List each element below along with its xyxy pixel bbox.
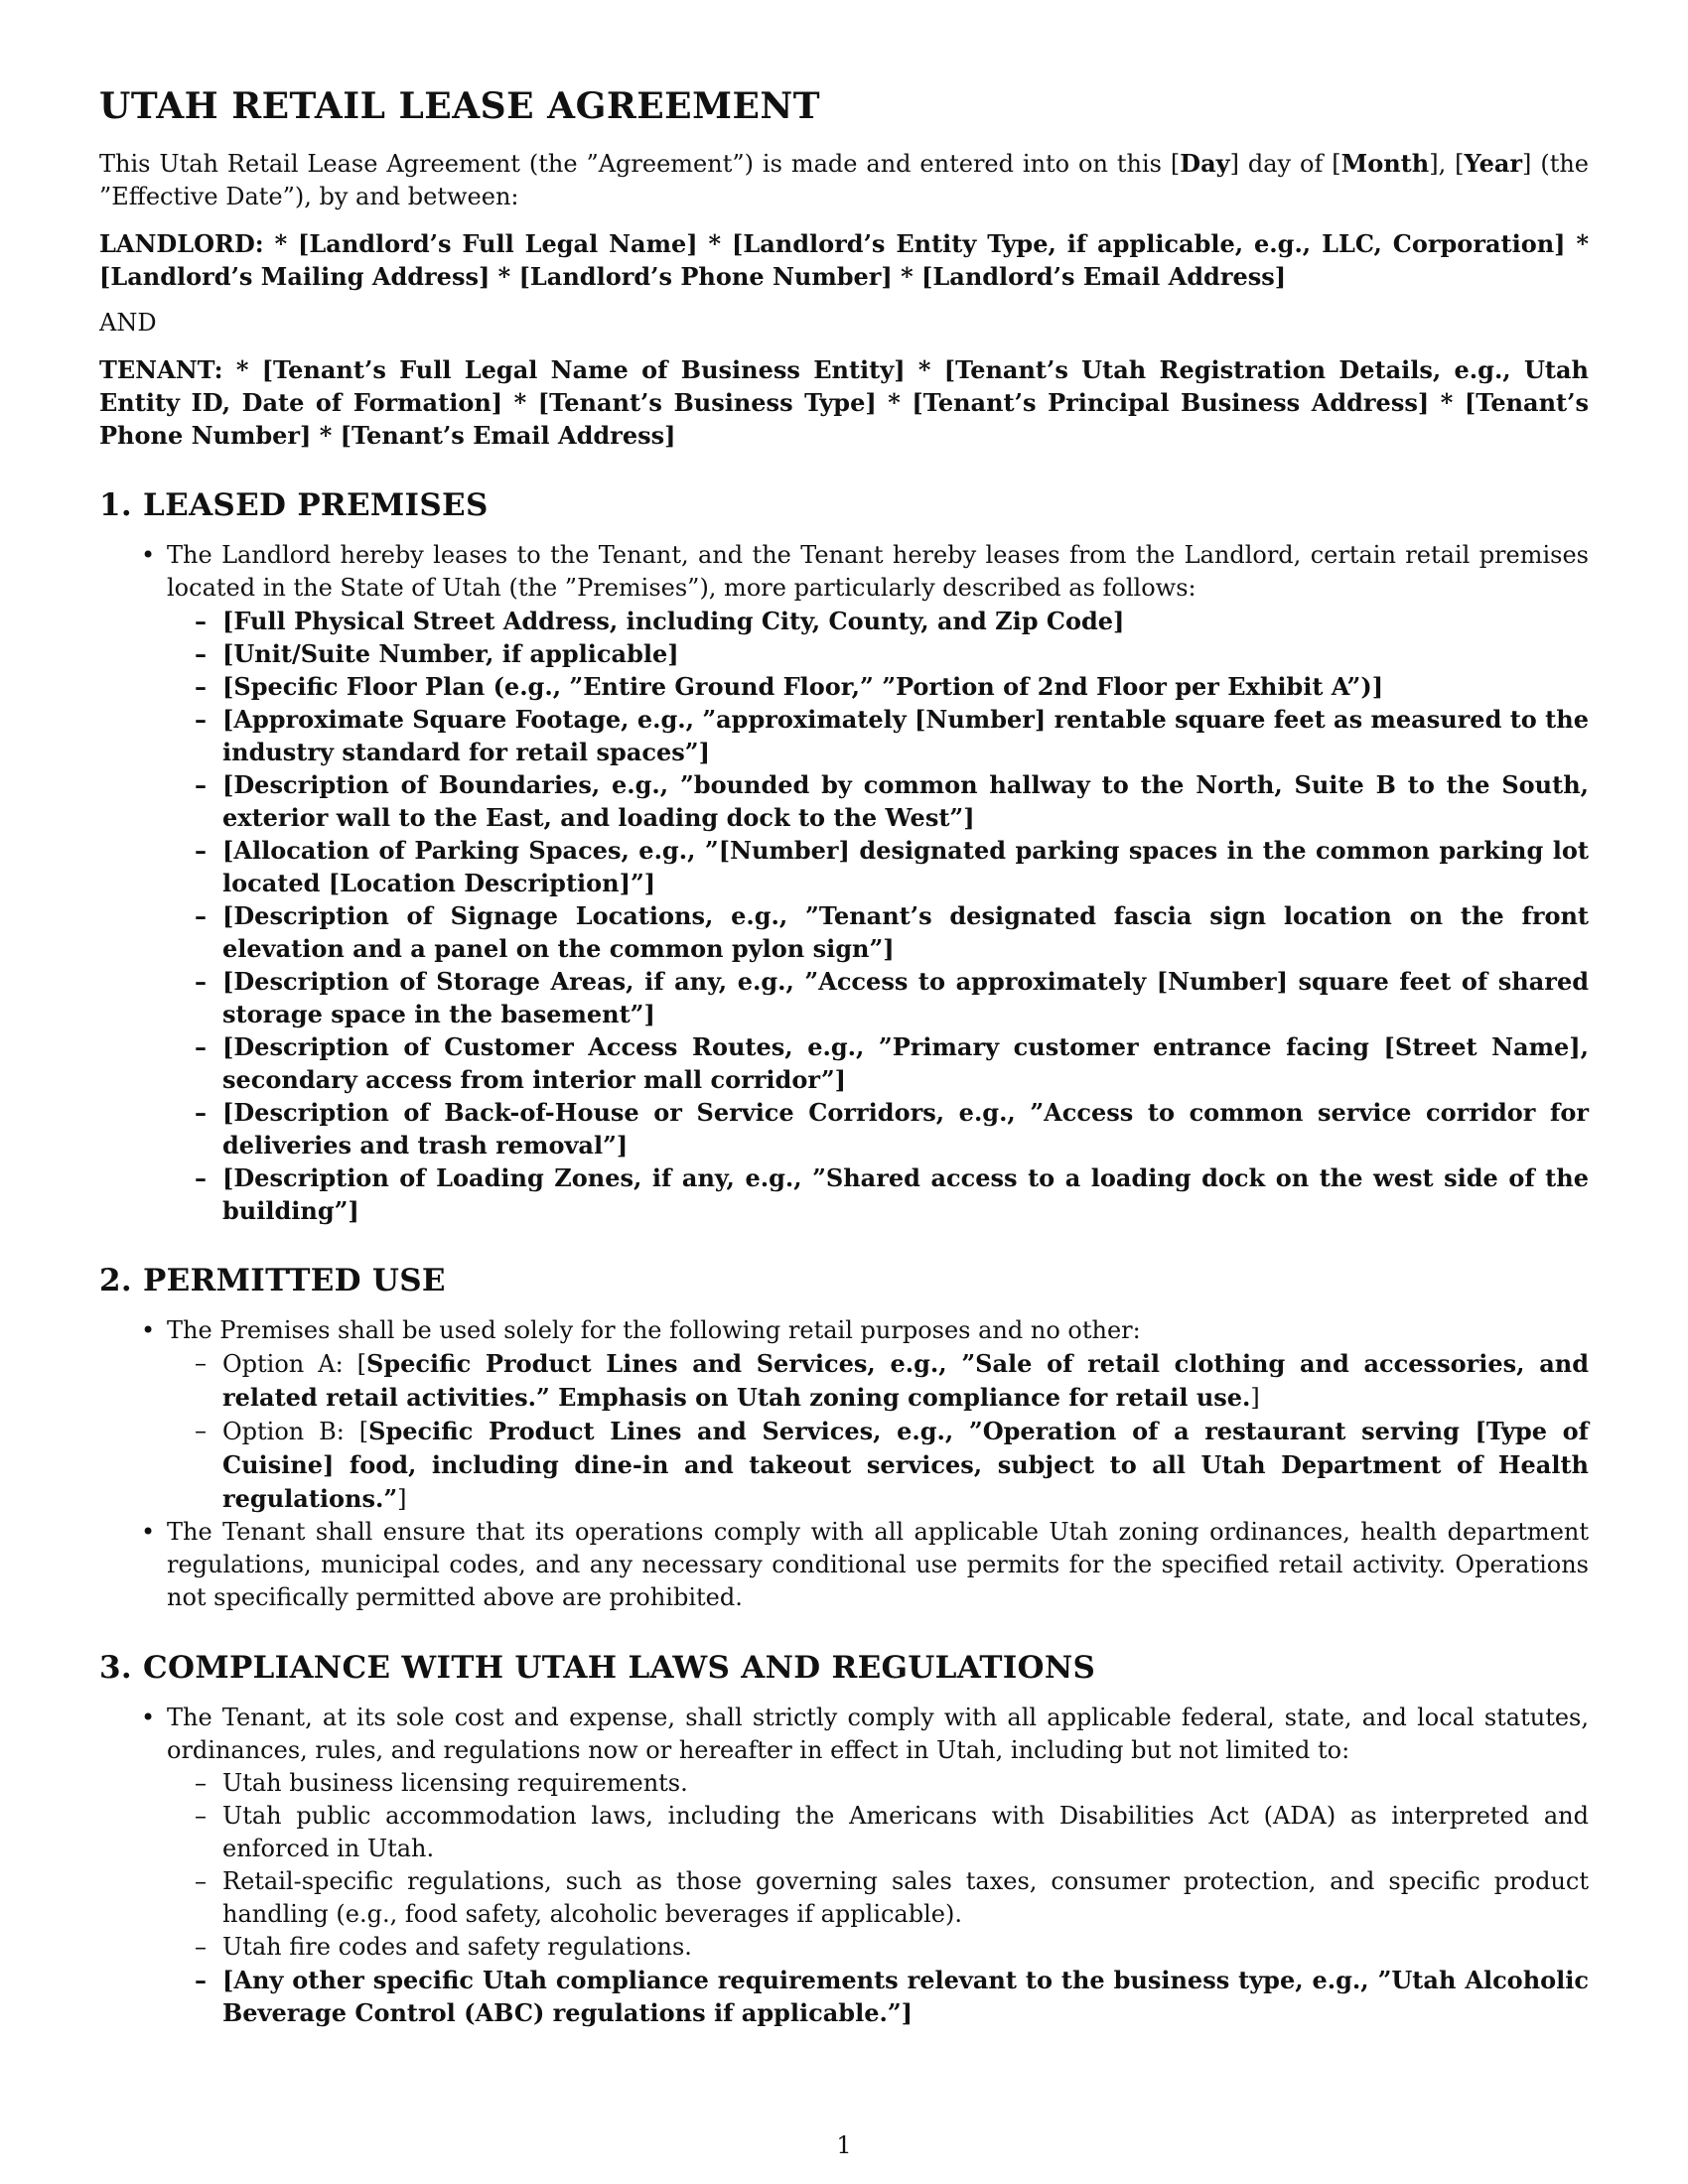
list-item <box>161 1800 1589 1865</box>
month-field: Month <box>1340 149 1430 178</box>
list-item <box>161 1931 1589 1964</box>
landlord-details: * [Landlord’s Full Legal Name] * [Landlord’s Entity Type, if applicable, e.g., LLC, Corporation] * [Landlord’s Mailing Address] * [Landlord’s Phone Number] * [Landlord’s Email Address] <box>99 229 1589 291</box>
list-item-text: The Landlord hereby leases to the Tenant, and the Tenant hereby leases from the Landlord, certain retail premises located in the State of Utah (the ”Premises”), more particularly described as follows: <box>167 541 1589 602</box>
use-options-list <box>167 1347 1589 1516</box>
list-item <box>161 768 1589 834</box>
list-item <box>99 539 1589 1227</box>
dash-icon: – <box>195 1933 207 1961</box>
list-item-text: [Approximate Square Footage, e.g., ”approximately [Number] rentable square feet as measured to the industry standard for retail spaces”] <box>222 705 1589 766</box>
option-end: ] <box>1250 1384 1260 1412</box>
intro-text: day of <box>1238 150 1333 178</box>
dash-icon: – <box>195 770 207 799</box>
list-item-text: [Description of Back-of-House or Service Corridors, e.g., ”Access to common service corridor for deliveries and trash removal”] <box>222 1098 1589 1160</box>
intro-paragraph: This Utah Retail Lease Agreement (the ”Agreement”) is made and entered into on this [Day] day of [Month], [Year] (the ”Effective Date”), by and between: <box>99 149 1590 210</box>
list-item <box>161 605 1589 637</box>
dash-icon: – <box>195 1098 207 1127</box>
dash-icon: – <box>195 1802 207 1830</box>
compliance-list <box>99 1702 1589 2029</box>
dash-icon: – <box>195 1032 207 1061</box>
bullet-icon: • <box>141 1316 156 1344</box>
list-item-text: Utah fire codes and safety regulations. <box>222 1933 692 1961</box>
and-text: AND <box>99 309 157 337</box>
landlord-label: LANDLORD: <box>99 229 264 258</box>
dash-icon: – <box>195 639 207 668</box>
intro-text: This Utah Retail Lease Agreement (the ”Agreement”) is made and entered into on this <box>99 150 1171 178</box>
list-item-text: [Description of Storage Areas, if any, e.g., ”Access to approximately [Number] square feet of shared storage space in the basement”] <box>222 967 1589 1028</box>
dash-icon: – <box>195 901 207 930</box>
dash-icon: – <box>195 1349 207 1377</box>
list-item <box>161 1030 1589 1096</box>
list-item <box>161 637 1589 670</box>
list-item <box>161 834 1589 899</box>
dash-icon: – <box>195 705 207 734</box>
option-text: Specific Product Lines and Services, e.g., ”Sale of retail clothing and accessories, and related retail activities.” Emphasis on Utah zoning compliance for retail use. <box>222 1349 1589 1412</box>
list-item-text: [Description of Signage Locations, e.g., ”Tenant’s designated fascia sign location on the front elevation and a panel on the common pylon sign”] <box>222 901 1589 963</box>
option-b-item <box>161 1415 1589 1516</box>
document-page <box>99 83 1589 2029</box>
list-item <box>161 1865 1589 1931</box>
document-title: UTAH RETAIL LEASE AGREEMENT <box>99 85 821 127</box>
list-item-text: Utah business licensing requirements. <box>222 1769 688 1797</box>
option-a-item <box>161 1347 1589 1415</box>
dash-icon: – <box>195 1966 207 1994</box>
day-field: Day <box>1180 149 1230 178</box>
option-end: ] <box>397 1485 407 1513</box>
option-label: Option B: [ <box>222 1418 369 1445</box>
list-item-text: [Description of Loading Zones, if any, e.g., ”Shared access to a loading dock on the west side of the building”] <box>222 1163 1589 1225</box>
section-heading-permitted-use: 2. PERMITTED USE <box>99 1263 446 1298</box>
premises-details-list <box>167 605 1589 1227</box>
intro-text: (the ”Effective Date”), by and between: <box>99 150 1590 210</box>
bullet-icon: • <box>141 1518 156 1546</box>
permitted-use-list <box>99 1314 1589 1614</box>
list-item <box>161 1096 1589 1161</box>
list-item <box>99 1314 1589 1516</box>
dash-icon: – <box>195 607 207 635</box>
list-item-text: [Specific Floor Plan (e.g., ”Entire Ground Floor,” ”Portion of 2nd Floor per Exhibit A”)] <box>222 672 1384 701</box>
list-item-text: [Full Physical Street Address, including City, County, and Zip Code] <box>222 607 1125 635</box>
dash-icon: – <box>195 1867 207 1895</box>
dash-icon: – <box>195 1163 207 1192</box>
list-item <box>161 899 1589 965</box>
list-item-text: [Description of Customer Access Routes, e.g., ”Primary customer entrance facing [Street Name], secondary access from interior mall corridor”] <box>222 1032 1589 1094</box>
dash-icon: – <box>195 967 207 996</box>
tenant-label: TENANT: <box>99 355 223 384</box>
list-item <box>99 1516 1589 1614</box>
year-field: Year <box>1464 149 1523 178</box>
list-item <box>161 965 1589 1030</box>
option-text: Specific Product Lines and Services, e.g., ”Operation of a restaurant serving [Type of Cuisine] food, including dine-in and takeout services, subject to all Utah Department of Health regulations.” <box>222 1417 1590 1513</box>
list-item-text: [Unit/Suite Number, if applicable] <box>222 639 679 668</box>
dash-icon: – <box>195 672 207 701</box>
list-item <box>99 1702 1589 2029</box>
list-item-text: Retail-specific regulations, such as those governing sales taxes, consumer protection, and specific product handling (e.g., food safety, alcoholic beverages if applicable). <box>222 1867 1589 1928</box>
landlord-paragraph <box>99 227 1589 293</box>
compliance-details-list <box>167 1767 1589 2029</box>
list-item-text: [Any other specific Utah compliance requirements relevant to the business type, e.g., ”Utah Alcoholic Beverage Control (ABC) regulations if applicable.”] <box>222 1966 1589 2027</box>
list-item-text: [Description of Boundaries, e.g., ”bounded by common hallway to the North, Suite B to the South, exterior wall to the East, and loading dock to the West”] <box>222 770 1589 832</box>
leased-premises-list <box>99 539 1589 1227</box>
bullet-icon: • <box>141 1704 156 1731</box>
list-item-text: Utah public accommodation laws, including the Americans with Disabilities Act (ADA) as interpreted and enforced in Utah. <box>222 1802 1589 1862</box>
list-item-text: [Allocation of Parking Spaces, e.g., ”[Number] designated parking spaces in the common parking lot located [Location Description]”] <box>222 836 1589 897</box>
dash-icon: – <box>195 836 207 865</box>
list-item <box>161 703 1589 768</box>
list-item <box>161 1161 1589 1227</box>
bullet-icon: • <box>141 541 156 569</box>
list-item <box>161 1964 1589 2029</box>
list-item-text: The Premises shall be used solely for the following retail purposes and no other: <box>167 1316 1141 1344</box>
option-label: Option A: [ <box>222 1350 367 1378</box>
list-item-text: The Tenant shall ensure that its operations comply with all applicable Utah zoning ordinances, health department regulations, municipal codes, and any necessary conditional use permits for the specified retail activity. Operations not specifically permitted above are prohibited. <box>167 1518 1589 1611</box>
section-heading-compliance: 3. COMPLIANCE WITH UTAH LAWS AND REGULATIONS <box>99 1650 1096 1686</box>
tenant-paragraph <box>99 353 1589 452</box>
intro-text: , <box>1438 150 1456 178</box>
list-item <box>161 670 1589 703</box>
dash-icon: – <box>195 1417 207 1444</box>
tenant-details: * [Tenant’s Full Legal Name of Business Entity] * [Tenant’s Utah Registration Details, e.g., Utah Entity ID, Date of Formation] * [Tenant’s Business Type] * [Tenant’s Principal Business Address] * [Tenant’s Phone Number] * [Tenant’s Email Address] <box>99 355 1589 450</box>
list-item-text: The Tenant, at its sole cost and expense, shall strictly comply with all applicable federal, state, and local statutes, ordinances, rules, and regulations now or hereafter in effect in Utah, including but not limited to: <box>167 1704 1589 1764</box>
page-number: 1 <box>836 2131 852 2159</box>
list-item <box>161 1767 1589 1800</box>
section-heading-leased-premises: 1. LEASED PREMISES <box>99 487 489 523</box>
dash-icon: – <box>195 1769 207 1797</box>
